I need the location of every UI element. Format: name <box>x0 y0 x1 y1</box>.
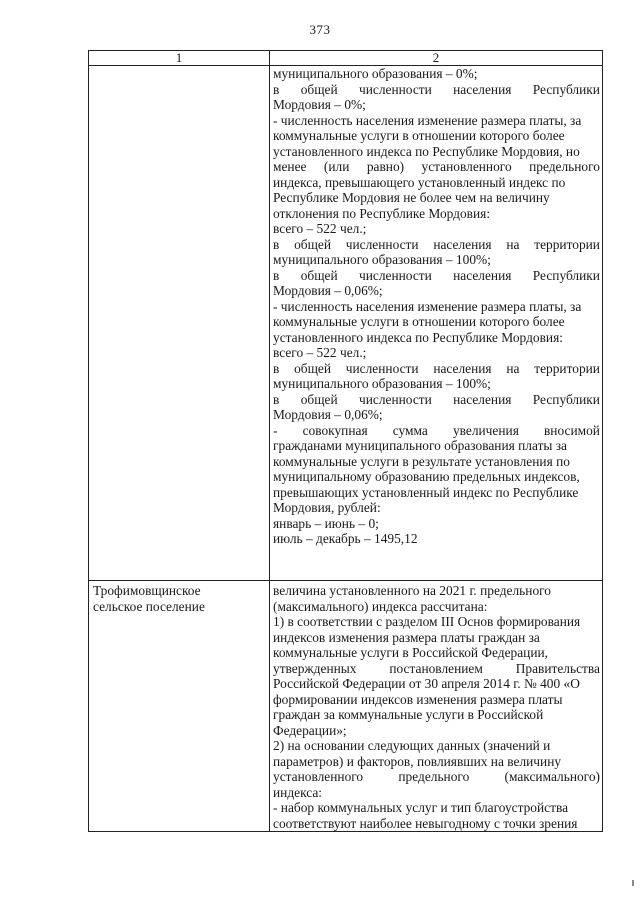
word: сумма <box>392 422 428 438</box>
text-line: гражданами муниципального образования платы за <box>273 438 568 453</box>
document-table <box>88 50 603 832</box>
word: населения <box>453 267 512 283</box>
text-line: январь – июнь – 0; <box>273 515 379 531</box>
table-row <box>89 66 603 581</box>
settlement-name <box>89 581 269 616</box>
text-line: установленного индекса по Республике Мордовия, но <box>273 143 580 159</box>
word: территории <box>534 236 600 252</box>
word: (максимального) <box>504 769 600 784</box>
word: вносимой <box>543 422 600 438</box>
word: населения <box>453 81 512 97</box>
text-line <box>273 361 600 377</box>
word: утвержденных <box>273 660 357 676</box>
word: предельного <box>398 769 470 784</box>
word: населения <box>453 391 512 407</box>
row1-text-cell <box>270 66 603 581</box>
text-line: коммунальные услуги в отношении которого более <box>273 128 565 143</box>
text-line: муниципального образования – 0%; <box>273 66 478 81</box>
text-line <box>273 237 600 253</box>
table-header-row <box>89 51 603 66</box>
word: общей <box>300 391 338 407</box>
text-line: - численность населения изменение размера платы, за <box>273 112 582 128</box>
text-line: муниципального образования – 100%; <box>273 252 491 267</box>
row1-name-cell <box>89 66 270 581</box>
table-row <box>89 581 603 832</box>
text-line: индексов изменения размера платы граждан за <box>273 629 540 645</box>
text-line: параметров) и факторов, повлиявших на величину <box>273 753 562 769</box>
word: совокупная <box>302 422 368 438</box>
text-line: (максимального) индекса рассчитана: <box>273 598 488 614</box>
text-line: коммунальные услуги в результате установления по <box>273 453 570 469</box>
text-line <box>273 769 600 785</box>
word: Республики <box>532 81 600 97</box>
word: в <box>273 391 280 407</box>
word: населения <box>433 360 492 376</box>
settlement-name-line: сельское поселение <box>93 598 205 614</box>
row2-text-cell <box>270 581 603 832</box>
word: постановлением <box>389 660 483 676</box>
text-line: граждан за коммунальные услуги в Российской <box>273 707 544 722</box>
text-line <box>273 423 600 439</box>
text-line: Мордовия – 0,06%; <box>273 407 383 422</box>
word: численности <box>358 267 432 283</box>
word: предельного <box>529 159 600 174</box>
text-line: отклонения по Республике Мордовия: <box>273 205 491 221</box>
word: установленного <box>421 159 512 174</box>
text-line: Республике Мордовия не более чем на величину <box>273 190 550 205</box>
text-line: коммунальные услуги в Российской Федерации, <box>273 645 548 660</box>
word: численности <box>358 81 432 97</box>
row2-name-cell <box>89 581 270 832</box>
text-line: 1) в соответствии с разделом III Основ формирования <box>273 614 581 629</box>
text-line <box>273 661 600 677</box>
word: общей <box>294 360 332 376</box>
text-line: превышающих установленный индекс по Республике <box>273 484 579 500</box>
text-line: величина установленного на 2021 г. предельного <box>273 583 552 598</box>
word: общей <box>294 236 332 252</box>
text-line: Российской Федерации от 30 апреля 2014 г. № 400 «О <box>273 676 580 691</box>
word: увеличения <box>452 422 519 438</box>
text-line: установленного индекса по Республике Мордовия: <box>273 329 563 345</box>
word: в <box>273 360 280 376</box>
word: установленного <box>273 769 364 784</box>
text-line: Мордовия – 0%; <box>273 97 366 112</box>
scan-mark <box>632 880 634 886</box>
word: Республики <box>532 391 600 407</box>
word: численности <box>345 236 419 252</box>
settlement-name-line: Трофимовщинское <box>93 583 201 598</box>
word: на <box>506 236 520 252</box>
text-line: июль – декабрь – 1495,12 <box>273 531 418 546</box>
text-line: коммунальные услуги в отношении которого более <box>273 314 565 329</box>
row2-text-block <box>270 581 602 831</box>
text-line: индекса, превышающего установленный индекс по <box>273 174 566 190</box>
text-line: муниципальному образованию предельных индексов, <box>273 469 580 484</box>
row1-text-block <box>270 66 602 547</box>
header-col2: 2 <box>270 51 603 66</box>
text-line: Мордовия, рублей: <box>273 500 381 515</box>
text-line: - численность населения изменение размера платы, за <box>273 298 582 314</box>
page-number: 373 <box>309 22 331 37</box>
word: населения <box>433 236 492 252</box>
word: Республики <box>532 267 600 283</box>
word: в <box>273 81 280 97</box>
word: в <box>273 267 280 283</box>
word: территории <box>534 360 600 376</box>
word: численности <box>345 360 419 376</box>
text-line: 2) на основании следующих данных (значений и <box>273 738 551 753</box>
word: менее <box>273 159 307 174</box>
word: Правительства <box>515 660 600 676</box>
text-line: индекса: <box>273 784 323 800</box>
word: - <box>273 422 278 438</box>
word: в <box>273 236 280 252</box>
text-line: Федерации»; <box>273 722 347 738</box>
text-line <box>273 392 600 408</box>
word: общей <box>300 267 338 283</box>
text-line: муниципального образования – 100%; <box>273 376 491 391</box>
text-line: соответствуют наиболее невыгодному с точки зрения <box>273 815 578 831</box>
text-line: всего – 522 чел.; <box>273 345 367 360</box>
text-line <box>273 159 600 175</box>
word: (или <box>323 159 350 174</box>
word: равно) <box>366 159 405 174</box>
text-line <box>273 268 600 284</box>
text-line: формировании индексов изменения размера платы <box>273 691 563 707</box>
header-col1: 1 <box>89 51 270 66</box>
text-line: Мордовия – 0,06%; <box>273 283 383 298</box>
text-line: - набор коммунальных услуг и тип благоустройства <box>273 800 569 815</box>
word: общей <box>300 81 338 97</box>
word: численности <box>358 391 432 407</box>
text-line <box>273 82 600 98</box>
text-line: всего – 522 чел.; <box>273 221 367 236</box>
word: на <box>506 360 520 376</box>
